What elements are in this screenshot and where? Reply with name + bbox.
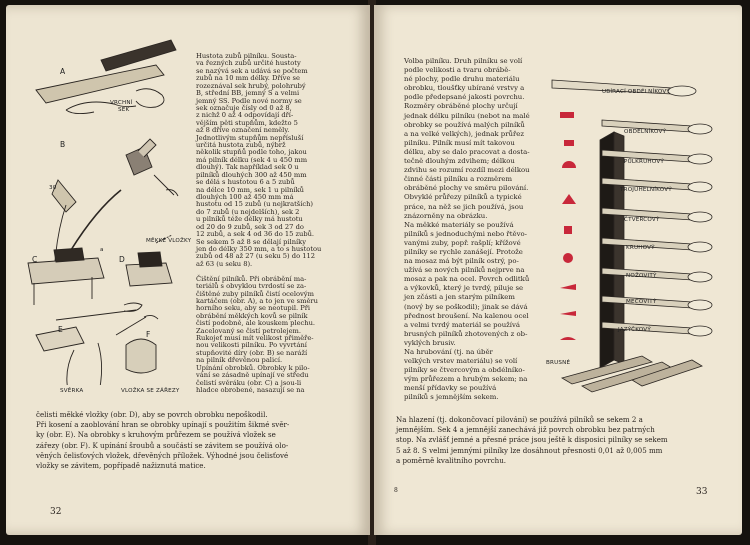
rack-label-8: JAZÝČKOVÝ [618, 327, 651, 333]
caption-vrchni: VRCHNÍ [110, 100, 133, 106]
fig-label-d: D [119, 255, 125, 264]
text-line: mosaz a pak na ocel. Povrch odlitků [404, 275, 530, 284]
rack-label-3: TROJÚHELNÍKOVÝ [620, 187, 672, 193]
text-line: několik stupňů podle toho, jakou [196, 148, 307, 157]
text-line: u pilníků téže délky má hustotu [196, 215, 303, 224]
text-line: menší přídavky se používá [404, 384, 497, 393]
text-line: pilníků dlouhých 300 až 450 mm [196, 170, 307, 179]
text-line: stupňovité díry (obr. B) se naráží [196, 348, 308, 357]
text-line: zářezy (obr. F). K upínání šroubů a součástí se závitem se používá olo- [36, 440, 289, 450]
caption-sverka: SVĚRKA [60, 388, 84, 394]
text-line: Na hlazení (tj. dokončovací pilování) se používá pilníků se sekem 2 a [396, 415, 643, 424]
text-line: Na měkké materiály se používá [404, 220, 514, 229]
text-line: a poměrně kvalitního povrchu. [396, 455, 507, 465]
left-column-text [196, 53, 321, 394]
text-line: Obvyklé průřezy pilníků a typické [404, 193, 522, 202]
caption-dim-30: 30 [49, 185, 57, 191]
text-line: Zacelovaný se čistí petrolejem. [196, 326, 302, 335]
text-line: obráběné plochy ve směru pilování. [404, 184, 529, 193]
text-line: pilníky se čtvercovým a obdélníko- [404, 366, 525, 375]
text-line: ky (obr. E). Na obrobky s kruhovým průřezem se používá vložek se [36, 430, 276, 440]
text-line: délku, aby se dalo pracovat a dosta- [404, 147, 530, 156]
text-line: dlouhých 100 až 450 mm má [196, 193, 294, 202]
text-line: obrobku, tloušťky ubírané vrstvy a [404, 84, 525, 93]
text-line: pilníku. Pilník musí mít takovou [404, 138, 515, 147]
left-page [6, 5, 370, 535]
text-line: a na velké velkých), jednak průřez [404, 129, 524, 138]
rack-label-4: ČTVERCOVÝ [624, 217, 660, 223]
text-line: jemnějším. Sek 4 a jemnější zanechává již povrch obrobku bez patrných [396, 425, 655, 435]
text-line: až 8 dříve označení neměly. [196, 126, 290, 135]
right-page-number: 33 [696, 487, 708, 497]
text-line: do 7 zubů (u nejdelších), sek 2 [196, 207, 300, 216]
text-line: stop. Na zvlášť jemné a přesné práce jsou ještě k disposici pilníky se sekem [396, 435, 668, 445]
text-line: pilníky se rychle zanášejí. Protože [404, 247, 523, 256]
text-line: obrobky se používá malých pilníků [404, 120, 525, 129]
text-line: teriálů s obvyklou tvrdostí se za- [196, 282, 307, 291]
text-line: čistí podobně, ale kouskem plechu. [196, 319, 316, 328]
text-line: vým průřezem a hrubým sekem; na [404, 375, 528, 384]
text-line: zubů od 48 až 27 (u seku 5) do 112 [196, 252, 315, 261]
right-column-text [404, 57, 530, 403]
text-line: z nichž 0 až 4 odpovídají dří- [196, 111, 294, 120]
text-line: a velmi tvrdý materiál se používá [404, 320, 520, 329]
text-line: Jednotlivým stupňům nepřísluší [196, 133, 304, 142]
text-line: na pilník dřevěnou palicí. [196, 356, 283, 365]
caption-vlozka-se-zarezy: VLOŽKA SE ZÁŘEZY [121, 388, 180, 394]
text-line: kartáčem (obr. A), a to jen ve směru [196, 296, 318, 305]
file-rack-illustration [542, 60, 742, 400]
rack-label-7: MEČOVITÝ [626, 299, 657, 305]
text-line: od 20 do 9 zubů, sek 3 od 27 do [196, 222, 304, 231]
text-line: vějším pěti stupňům, kdežto 5 [196, 118, 298, 127]
text-line: jen do délky 350 mm, a to s hustotou [196, 244, 322, 253]
rack-label-1: OBDÉLNÍKOVÝ [624, 129, 667, 135]
text-line: a výkovků, který je tvrdý, piluje se [404, 284, 524, 293]
text-line: Na hrubování (tj. na úběr [404, 348, 493, 356]
rack-label-5: KRUHOVÝ [626, 245, 655, 251]
text-line: na mosaz má být pilník ostrý, po- [404, 257, 519, 266]
text-line: pilníků s jednoduchými nebo řtěvo- [404, 229, 527, 238]
text-line: vyklých brusiv. [404, 338, 456, 347]
text-line: činné části pilníku a rozměrem [404, 175, 513, 184]
text-line: horního seku, aby se neotupil. Při [196, 304, 311, 313]
text-line: brusných pilníků zhotovených z ob- [404, 329, 528, 338]
text-line: vložky se závitem, popřípadě nažiznutá matice. [36, 461, 206, 471]
text-line: zubů na 10 mm délky. Dříve se [196, 74, 300, 83]
fig-label-f: F [146, 330, 151, 339]
caption-dim-a: a [100, 247, 104, 253]
text-line: podle velikosti a tvaru obrábě- [404, 66, 511, 75]
text-line: B, střední BB, jemný S a velmi [196, 89, 300, 98]
rack-label-0: UBÍRACÍ OBDÉLNÍKOVÝ [602, 89, 671, 95]
fig-label-e: E [58, 325, 63, 334]
rack-label-6: NOŽOVITÝ [626, 273, 657, 279]
text-line: Při kosení a zaoblování hran se obrobky upínají s použitím šikmé svěr- [36, 420, 290, 430]
text-line: jednak délku pilníku (nebot na malé [404, 111, 530, 120]
text-line: Upínání obrobků. Obrobky k pilo- [196, 363, 310, 372]
text-line: zdvihu se rozumí rozdíl mezi délkou [404, 166, 530, 175]
text-line: Volba pilníku. Druh pilníku se volí [404, 57, 523, 65]
right-full-width-text [396, 415, 668, 466]
text-line: hladce obrobené, nasazují se na [196, 385, 305, 394]
text-line: Rozměry obráběné plochy určují [404, 102, 518, 111]
text-line: pilníků s jemnějším sekem. [404, 393, 499, 402]
text-line: má pilník délku (sek 4 u 450 mm [196, 155, 308, 164]
text-line: jemný SS. Podle nové normy se [196, 96, 302, 105]
text-line: nou velikosti pilníku. Po vyvrtání [196, 341, 307, 350]
text-line: Se sekem 5 až 8 se dělají pilníky [196, 237, 306, 246]
caption-mekke-vlozky: MĚKKÉ VLOŽKY [146, 238, 192, 244]
text-line: čelistí svěráku (obr. C) a jsou-li [196, 378, 302, 387]
right-margin-mark: 8 [394, 487, 398, 494]
text-line: přednost broušení. Na kalenou ocel [404, 311, 529, 320]
text-line: čištěné zuby pilníků čistí ocelovým [196, 289, 314, 298]
text-line: tečně dlouhým zdvihem; délkou [404, 157, 515, 166]
right-page [374, 5, 742, 535]
text-line: hustotu od 15 zubů (u nejkratších) [196, 200, 314, 209]
caption-sek: SEK [118, 107, 130, 113]
left-page-illustrations [6, 5, 191, 385]
text-line: práce, na něž se jich používá, jsou [404, 202, 524, 211]
text-line: Čištění pilníků. Při obrábění ma- [196, 274, 307, 283]
text-line: (nový by se poškodil); jinak se dává [404, 302, 528, 311]
text-line: 5 až 8. S velmi jemnými pilníky lze dosáhnout přesnosti 0,01 až 0,005 mm [396, 445, 663, 455]
text-line: až 63 (u seku 8). [196, 259, 253, 268]
text-line: Hustota zubů pilníku. Sousta- [196, 52, 297, 60]
left-page-number: 32 [50, 507, 62, 517]
text-line: určitá hustota zubů, nýbrž [196, 141, 286, 150]
text-line: 12 zubů, a sek 4 od 36 do 15 zubů. [196, 230, 315, 239]
fig-label-c: C [32, 255, 38, 264]
text-line: dlouhý). Tak například sek 0 u [196, 163, 299, 172]
text-line: jen zčásti a jen starým pilníkem [404, 293, 515, 302]
text-line: užívá se nových pilníků nejprve na [404, 266, 525, 275]
text-line: na délce 10 mm, sek 1 u pilníků [196, 185, 304, 194]
rack-label-2: PŮLKRUHOVÝ [624, 159, 664, 165]
text-line: sek označuje čísly od 0 až 8, [196, 103, 292, 112]
text-line: vání se zásadně upínají ve středu [196, 371, 309, 380]
text-line: podle předepsané jakosti povrchu. [404, 93, 525, 102]
text-line: obrábění měkkých kovů se pilník [196, 311, 308, 320]
rack-label-9: BRUSNÉ [546, 360, 571, 366]
text-line: věných čelisťových vložek, dřevěných příložek. Výhodné jsou čelisťové [36, 450, 289, 460]
text-line: čelisti měkké vložky (obr. D), aby se povrch obrobku nepoškodil. [36, 410, 268, 419]
text-line: se nazývá sek a udává se počtem [196, 66, 308, 75]
fig-label-b: B [60, 140, 66, 149]
text-line: Rukojeť musí mít velikost přiměře- [196, 334, 314, 343]
text-line: velkých vrstev materiálu) se volí [404, 357, 518, 366]
text-line: se dělá s hustotou 6 a 5 zubů [196, 178, 295, 187]
text-line: né plochy, podle druhu materiálu [404, 75, 520, 84]
left-full-width-text [36, 410, 289, 471]
text-line: znázorněny na obrázku. [404, 211, 488, 220]
text-line: vanými zuby, popř. rašplí; křížové [404, 238, 521, 247]
text-line: va řezných zubů určité hustoty [196, 59, 301, 68]
text-line: rozeznával sek hrubý, polohrubý [196, 81, 306, 90]
fig-label-a: A [60, 67, 66, 76]
